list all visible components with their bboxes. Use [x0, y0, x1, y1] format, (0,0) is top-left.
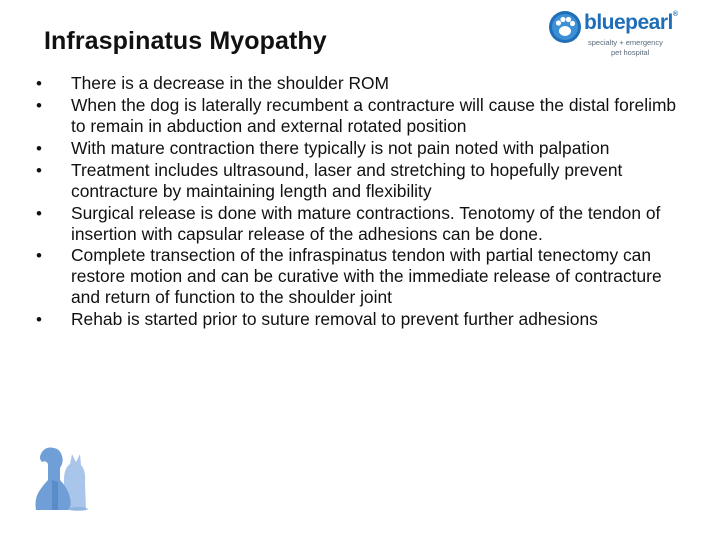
- bullet-text: Surgical release is done with mature contractions. Tenotomy of the tendon of insertion with capsular release of the adhesions can be done.: [71, 202, 661, 244]
- bullet-marker: •: [36, 138, 42, 158]
- bullet-marker: •: [36, 310, 42, 330]
- paw-pearl-icon: [548, 10, 582, 44]
- slide-title: Infraspinatus Myopathy: [44, 27, 327, 55]
- logo-wordmark: [584, 11, 678, 35]
- bullet-text: Treatment includes ultrasound, laser and stretching to hopefully prevent contracture by maintaining length and flexibility: [71, 159, 623, 201]
- dog-and-cat-silhouette-icon: [30, 440, 90, 512]
- bullet-marker: •: [36, 203, 42, 223]
- logo-word-pearl: pearl: [625, 11, 673, 34]
- bullet-item: [28, 95, 688, 137]
- bullet-text: Rehab is started prior to suture removal to prevent further adhesions: [71, 309, 598, 330]
- bullet-text: Complete transection of the infraspinatus tendon with partial tenectomy can restore motion and can be curative with the immediate release of contracture and return of function to the shoulder joint: [71, 245, 662, 308]
- logo-tagline-1: specialty + emergency: [588, 38, 663, 47]
- bullet-marker: •: [36, 95, 42, 115]
- bullet-item: [28, 73, 688, 94]
- bullet-item: [28, 203, 688, 245]
- bullet-item: [28, 245, 688, 308]
- bullet-item: [28, 160, 688, 202]
- logo-registered-mark: ®: [672, 11, 678, 18]
- bullet-item: [28, 309, 688, 330]
- logo-word-blue: blue: [584, 11, 626, 34]
- bullet-text: With mature contraction there typically is not pain noted with palpation: [71, 137, 610, 158]
- bullet-marker: •: [36, 74, 42, 93]
- logo-tagline-2: pet hospital: [611, 48, 650, 57]
- bullet-text: When the dog is laterally recumbent a contracture will cause the distal forelimb to remain in abduction and external rotated position: [71, 94, 677, 136]
- bluepearl-logo: [548, 8, 688, 62]
- bullet-text: There is a decrease in the shoulder ROM: [71, 73, 390, 93]
- bullet-marker: •: [36, 246, 42, 266]
- bullet-marker: •: [36, 160, 42, 180]
- bullet-list: [28, 73, 688, 331]
- bullet-item: [28, 138, 688, 159]
